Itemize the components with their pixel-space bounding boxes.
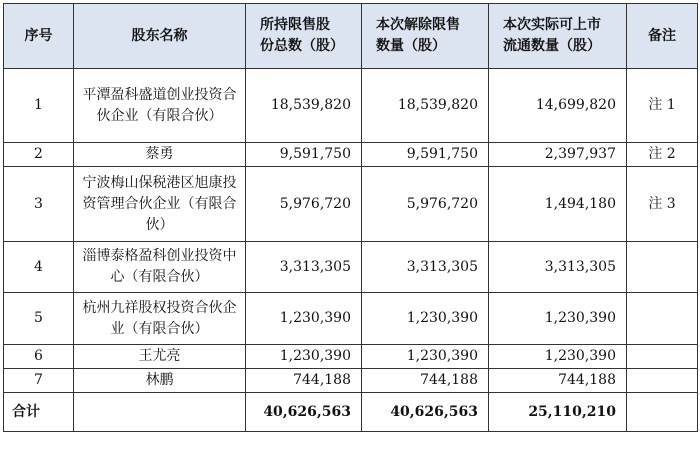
- table-row: [4, 293, 698, 345]
- cell-seq: 4: [4, 242, 74, 293]
- shareholder-unlock-table: [3, 3, 698, 432]
- cell-seq: 5: [4, 293, 74, 345]
- cell-shareholder-name: 淄博泰格盈科创业投资中心（有限合伙）: [74, 242, 246, 293]
- header-held-line2: 份总数（股）: [260, 38, 344, 54]
- cell-shareholder-name: 林鹏: [74, 369, 246, 393]
- cell-shareholder-name: 王尤亮: [74, 345, 246, 369]
- cell-release: 5,976,720: [362, 167, 489, 242]
- header-tradable-line1: 本次实际可上市: [503, 17, 601, 33]
- header-name: 股东名称: [74, 4, 246, 69]
- table-row: [4, 242, 698, 293]
- cell-tradable: 14,699,820: [489, 69, 627, 143]
- table-row: [4, 143, 698, 167]
- table-row: [4, 369, 698, 393]
- header-note: 备注: [627, 4, 698, 69]
- cell-seq: 1: [4, 69, 74, 143]
- cell-note: [627, 345, 698, 369]
- header-release-line1: 本次解除限售: [376, 17, 460, 33]
- cell-tradable: 744,188: [489, 369, 627, 393]
- cell-shareholder-name: 蔡勇: [74, 143, 246, 167]
- cell-tradable: 1,230,390: [489, 293, 627, 345]
- cell-note: [627, 369, 698, 393]
- header-row: [4, 4, 698, 69]
- cell-seq: 6: [4, 345, 74, 369]
- cell-seq: 3: [4, 167, 74, 242]
- header-tradable-line2: 流通数量（股）: [503, 38, 601, 54]
- header-held-line1: 所持限售股: [260, 17, 330, 33]
- cell-release: 3,313,305: [362, 242, 489, 293]
- total-label: 合计: [4, 393, 74, 432]
- table-row: [4, 69, 698, 143]
- cell-release: 1,230,390: [362, 345, 489, 369]
- table-row: [4, 345, 698, 369]
- cell-held: 5,976,720: [246, 167, 362, 242]
- cell-release: 18,539,820: [362, 69, 489, 143]
- header-tradable: [489, 4, 627, 69]
- header-release-line2: 数量（股）: [376, 38, 446, 54]
- cell-tradable: 1,230,390: [489, 345, 627, 369]
- cell-held: 3,313,305: [246, 242, 362, 293]
- header-held: [246, 4, 362, 69]
- cell-shareholder-name: 杭州九祥股权投资合伙企业（有限合伙）: [74, 293, 246, 345]
- cell-note: 注 3: [627, 167, 698, 242]
- cell-release: 9,591,750: [362, 143, 489, 167]
- total-row: [4, 393, 698, 432]
- cell-note: [627, 293, 698, 345]
- cell-held: 18,539,820: [246, 69, 362, 143]
- cell-held: 1,230,390: [246, 293, 362, 345]
- cell-note: 注 2: [627, 143, 698, 167]
- table-row: [4, 167, 698, 242]
- cell-tradable: 3,313,305: [489, 242, 627, 293]
- header-release: [362, 4, 489, 69]
- cell-held: 744,188: [246, 369, 362, 393]
- total-held: 40,626,563: [246, 393, 362, 432]
- cell-held: 9,591,750: [246, 143, 362, 167]
- cell-held: 1,230,390: [246, 345, 362, 369]
- header-seq: 序号: [4, 4, 74, 69]
- total-note: [627, 393, 698, 432]
- cell-note: [627, 242, 698, 293]
- cell-note: 注 1: [627, 69, 698, 143]
- cell-shareholder-name: 宁波梅山保税港区旭康投资管理合伙企业（有限合伙）: [74, 167, 246, 242]
- cell-seq: 7: [4, 369, 74, 393]
- total-release: 40,626,563: [362, 393, 489, 432]
- cell-seq: 2: [4, 143, 74, 167]
- total-name-empty: [74, 393, 246, 432]
- cell-shareholder-name: 平潭盈科盛道创业投资合伙企业（有限合伙）: [74, 69, 246, 143]
- cell-release: 744,188: [362, 369, 489, 393]
- total-tradable: 25,110,210: [489, 393, 627, 432]
- cell-tradable: 1,494,180: [489, 167, 627, 242]
- cell-release: 1,230,390: [362, 293, 489, 345]
- cell-tradable: 2,397,937: [489, 143, 627, 167]
